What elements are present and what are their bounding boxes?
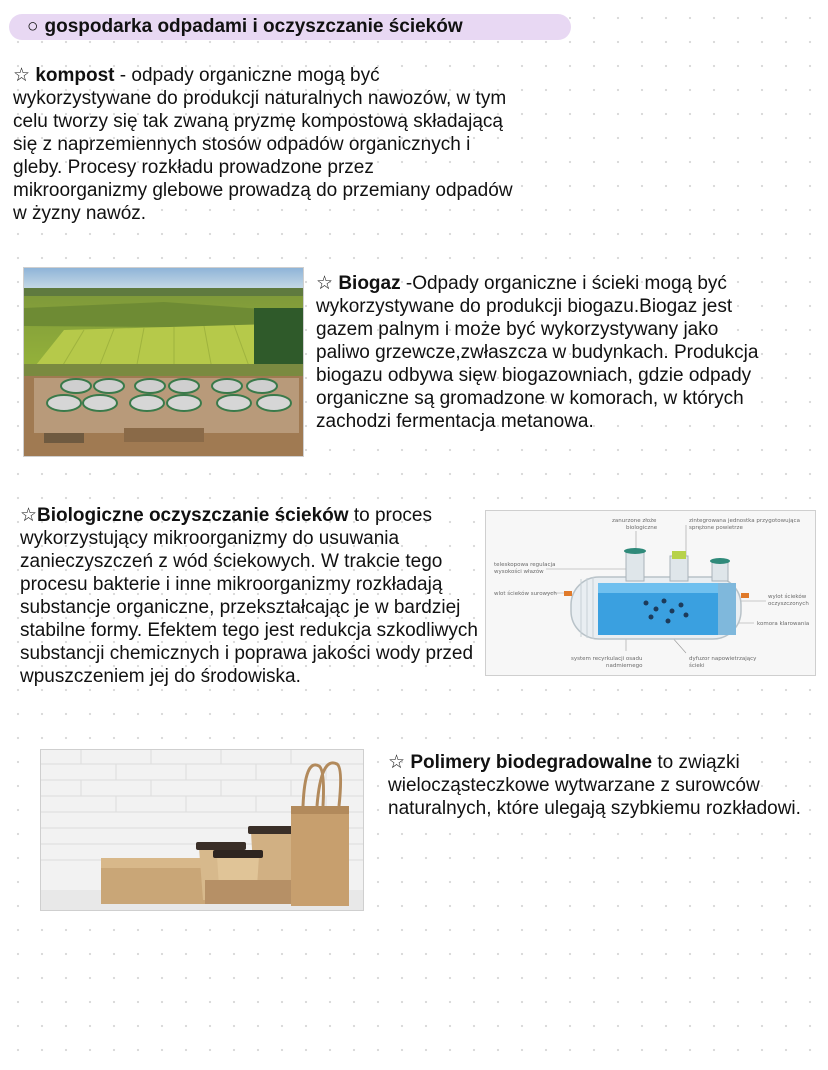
biogas-paragraph [316,272,766,433]
diagram-label-inlet: wlot ścieków surowych [494,591,557,597]
polymers-text: to związki wielocząsteczkowe wytwarzane z surowców naturalnych, które ulegają szybkiemu rozkładowi. [388,752,801,819]
diagram-label-bed-2: biologiczne [626,525,658,531]
diagram-label-clarifier: komora klarowania [757,621,810,627]
section-heading [9,14,571,40]
polymers-title: Polimery biodegradowalne [410,752,653,773]
wastewater-treatment-diagram [485,510,816,676]
star-icon: ☆ [13,65,31,86]
polymers-paragraph [388,751,824,820]
biogas-plant-image [23,267,304,457]
diagram-label-diffuser-1: dyfuzor napowietrzający [689,656,757,662]
diagram-label-tele-2: wysokości włazów [494,569,544,575]
compost-text: - odpady organiczne mogą być wykorzystywane do produkcji naturalnych nawozów, w tym celu tworzy się tak zwaną pryzmę kompostową składającą się z naprzemiennych stosów odpadów organicznych i gleby. Procesy rozkładu prowadzone przez mikroorganizmy glebowe prowadzą do przemiany odpadów w żyzny nawóz. [13,65,513,224]
diagram-label-outlet-1: wylot ścieków [768,594,807,600]
circle-bullet-icon: ○ [27,16,39,37]
section-heading-text: gospodarka odpadami i oczyszczanie ścieków [44,16,463,37]
wastewater-text: to proces wykorzystujący mikroorganizmy do usuwania zanieczyszczeń z wód ściekowych. W trakcie tego procesu bakterie i inne mikroorganizmy rozkładają substancje organiczne, przekształcając je w bardziej stabilne formy. Efektem tego jest redukcja szkodliwych substancji chemicznych i poprawa jakości wody przed wpuszczeniem jej do środowiska. [20,505,478,687]
diagram-label-outlet-2: oczyszczonych [768,601,809,607]
diagram-label-unit-1: zintegrowana jednostka przygotowująca [689,518,800,524]
wastewater-title: Biologiczne oczyszczanie ścieków [37,505,349,526]
biogas-text: -Odpady organiczne i ścieki mogą być wykorzystywane do produkcji biogazu.Biogaz jest gazem palnym i może być wykorzystywany jako paliwo grzewcze,zwłaszcza w budynkach. Produkcja biogazu odbywa sięw biogazowniach, gdzie odpady organiczne są gromadzone w komorach, w których zachodzi fermentacja metanowa. [316,273,759,432]
diagram-label-tele-1: teleskopowa regulacja [494,562,556,568]
diagram-label-sludge-1: system recyrkulacji osadu [571,656,643,662]
diagram-label-sludge-2: nadmiernego [606,663,643,669]
biodegradable-cups-image [40,749,364,911]
compost-paragraph [13,64,513,225]
diagram-label-diffuser-2: ścieki [689,663,705,669]
star-icon: ☆ [388,752,406,773]
wastewater-paragraph [20,504,495,688]
compost-title: kompost [35,65,115,86]
star-icon: ☆ [20,505,38,526]
star-icon: ☆ [316,273,334,294]
biogas-title: Biogaz [338,273,401,294]
diagram-label-bed-1: zanurzone złoże [612,518,657,524]
diagram-label-unit-2: sprężone powietrze [689,525,743,531]
